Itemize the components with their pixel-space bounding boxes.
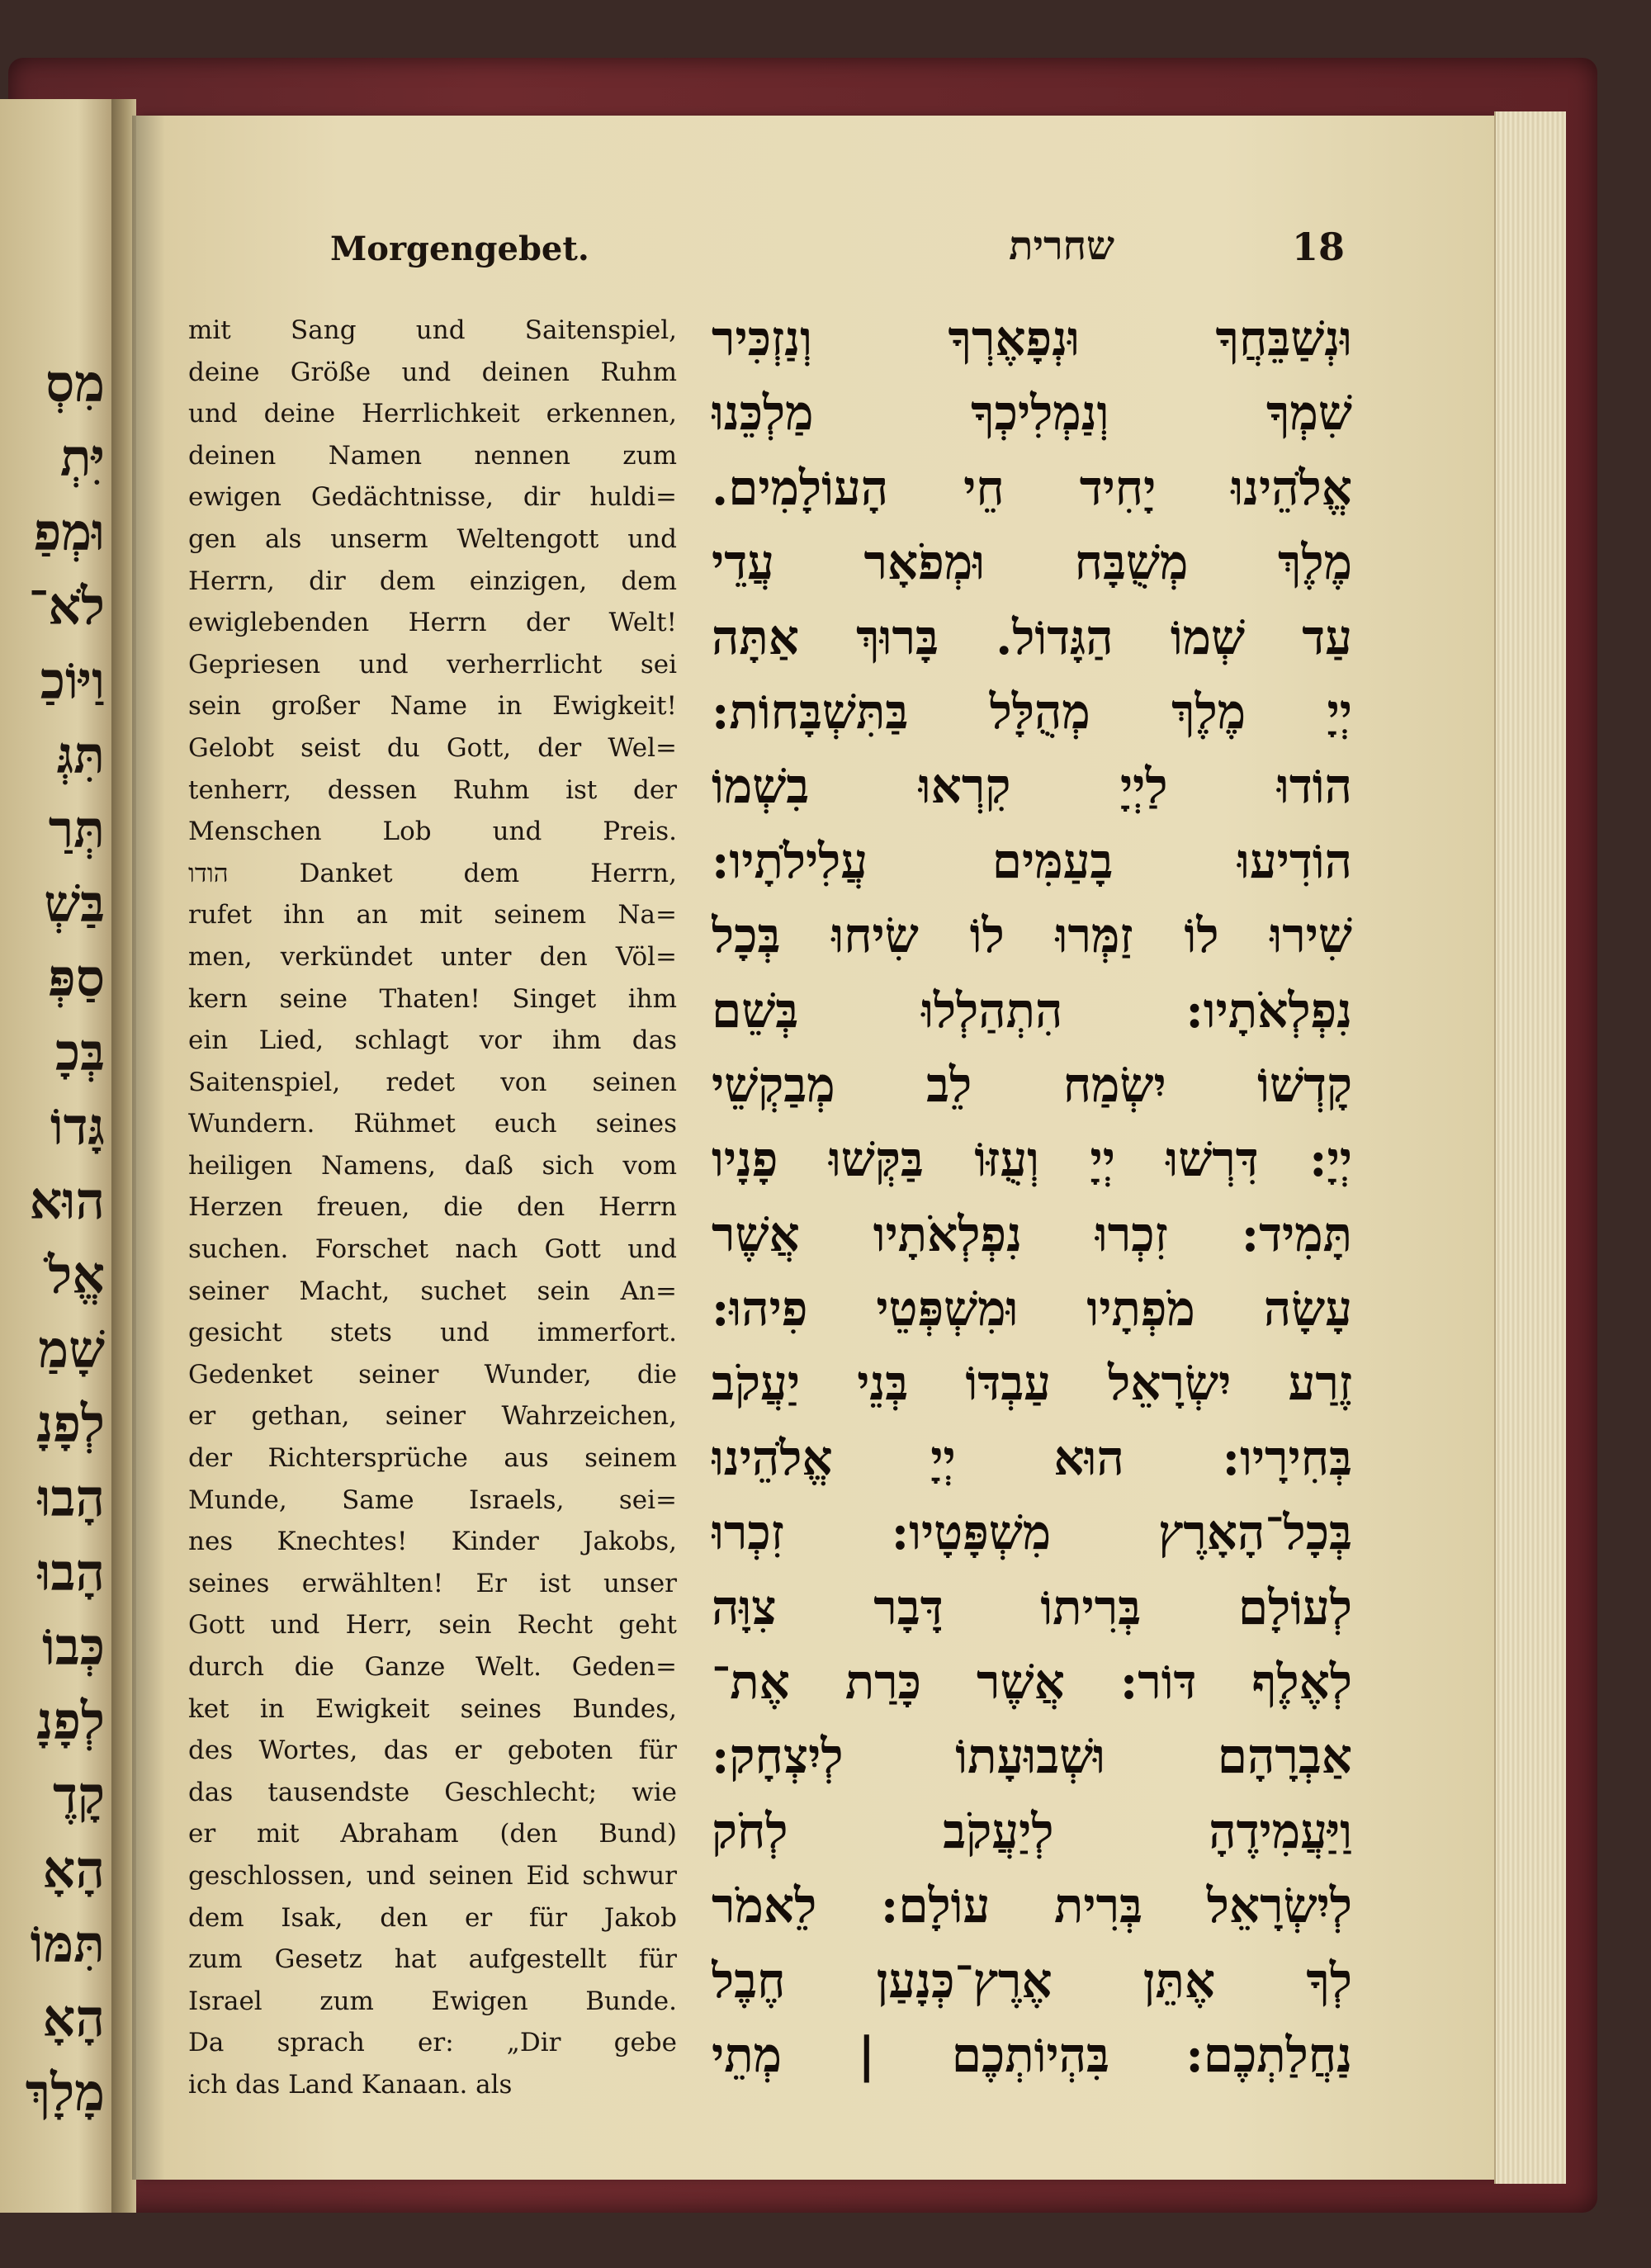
german-text-line: Herrn, dir dem einzigen, dem — [188, 566, 677, 596]
hebrew-text-line: עָשָׂה מֹפְתָיו וּמִשְׁפְּטֵי פִיהוּ: — [712, 1281, 1352, 1338]
left-page-fragment: הָבוּ — [37, 1468, 105, 1528]
german-text-line: das tausendste Geschlecht; wie — [188, 1777, 677, 1807]
hebrew-text-line: נַחֲלַתְכֶם: בִּהְיוֹתְכֶם | מְתֵי — [712, 2026, 1352, 2083]
german-text-line: Gott und Herr, sein Recht geht — [188, 1610, 677, 1641]
german-text-line: des Wortes, das er geboten für — [188, 1735, 677, 1766]
left-page-fragment: סַפְּ — [48, 948, 105, 1008]
german-text-line: er gethan, seiner Wahrzeichen, — [188, 1401, 677, 1432]
german-text-line: ewigen Gedächtnisse, dir huldi= — [188, 482, 677, 513]
hebrew-text-line: בְּכָל־הָאָרֶץ מִשְׁפָּטָיו: זִכְרוּ — [712, 1504, 1352, 1561]
hebrew-text-line: זֶרַע יִשְׂרָאֵל עַבְדּוֹ בְּנֵי יַעֲקֹב — [712, 1355, 1352, 1412]
hebrew-text-line: יְיָ: דִּרְשׁוּ יְיָ וְעֻזּוֹ בַּקְּשׁוּ פָנָיו — [712, 1131, 1352, 1188]
hebrew-text-line: שִׁמְךָ וְנַמְלִיכְךָ מַלְכֵּנוּ — [712, 385, 1352, 442]
left-page-fragment: לְפָנָ — [36, 1691, 105, 1751]
page-number: 18 — [1292, 225, 1346, 269]
hebrew-text-line: תָּמִיד: זִכְרוּ נִפְלְאֹתָיו אֲשֶׁר — [712, 1205, 1352, 1262]
left-page-fragment: גָּדוֹ — [50, 1096, 105, 1157]
left-page-fragment: תְּרַ — [48, 799, 105, 859]
left-page-fragment: כְּבוֹ — [41, 1617, 105, 1677]
left-page-fragment: הָאָ — [42, 1988, 105, 2048]
hebrew-text-line: וַיַּעֲמִידֶהָ לְיַעֲקֹב לְחֹק — [712, 1802, 1352, 1859]
hebrew-text-line: עַד שְׁמוֹ הַגָּדוֹל. בָּרוּךְ אַתָּה — [712, 608, 1352, 665]
spine-shadow — [132, 116, 165, 2180]
german-text-line: geschlossen, und seinen Eid schwur — [188, 1860, 677, 1891]
left-page-fragment: תִּגְּ — [56, 725, 105, 785]
left-page-fragment: לֹא־ — [28, 576, 105, 637]
german-text-line: gesicht stets und immerfort. — [188, 1318, 677, 1348]
hebrew-text-line: אֱלֹהֵינוּ יָחִיד חֵי הָעוֹלָמִים. — [712, 459, 1352, 516]
german-text-line: Gelobt seist du Gott, der Wel= — [188, 732, 677, 763]
left-page-fragment: תִּמּוֹ — [30, 1914, 105, 1974]
left-page-fragment: מִסְ — [45, 353, 105, 414]
left-page-fragment: אֱלֹ — [48, 1245, 105, 1305]
german-text-line: Menschen Lob und Preis. — [188, 817, 677, 847]
german-text-line: men, verkündet unter den Völ= — [188, 941, 677, 972]
hebrew-text-line: הוֹדוּ לַיְיָ קִרְאוּ בִשְׁמוֹ — [712, 758, 1352, 815]
hebrew-text-line: לְיִשְׂרָאֵל בְּרִית עוֹלָם: לֵאמֹר — [712, 1877, 1352, 1934]
german-text-line: rufet ihn an mit seinem Na= — [188, 900, 677, 930]
hebrew-prayer-column — [712, 301, 1352, 2092]
german-text-line: sein großer Name in Ewigkeit! — [188, 691, 677, 722]
german-text-line: deinen Namen nennen zum — [188, 440, 677, 471]
german-text-line: zum Gesetz hat aufgestellt für — [188, 1944, 677, 1975]
left-page-edge — [0, 99, 111, 2213]
left-page-fragment: מָלָךְ — [25, 2062, 105, 2123]
german-text-line: dem Isak, den er für Jakob — [188, 1902, 677, 1933]
left-page-fragment: לְפָנָ — [36, 1394, 105, 1454]
german-text-line: Herzen freuen, die den Herrn — [188, 1192, 677, 1223]
german-text-line: der Richtersprüche aus seinem — [188, 1443, 677, 1474]
running-header-hebrew: שחרית — [1009, 223, 1114, 269]
german-text-line: הודו Danket dem Herrn, — [188, 858, 677, 888]
left-page-text — [0, 347, 111, 2130]
german-text-line: kern seine Thaten! Singet ihm — [188, 983, 677, 1014]
left-page-fragment: יִּתְ — [59, 428, 105, 488]
german-text-line: ich das Land Kanaan. als — [188, 2069, 513, 2100]
left-page-fragment: בַּשְׁ — [44, 874, 105, 934]
german-text-line: deine Größe und deinen Ruhm — [188, 357, 677, 387]
german-text-line: ewiglebenden Herrn der Welt! — [188, 608, 677, 638]
left-page-fragment: הָאָ — [42, 1839, 105, 1900]
german-text-line: seines erwählten! Er ist unser — [188, 1568, 677, 1598]
german-text-line: und deine Herrlichkeit erkennen, — [188, 399, 677, 429]
left-page-fragment: הוּא — [29, 1171, 105, 1231]
hebrew-text-line: הוֹדִיעוּ בָעַמִּים עֲלִילֹתָיו: — [712, 832, 1352, 889]
hebrew-text-line: אַבְרָהָם וּשְׁבוּעָתוֹ לְיִצְחָק: — [712, 1728, 1352, 1785]
hebrew-text-line: לְךָ אֶתֵּן אֶרֶץ־כְּנָעַן חֶבֶל — [712, 1952, 1352, 2009]
german-text-line: ein Lied, schlagt vor ihm das — [188, 1025, 677, 1056]
german-text-line: seiner Macht, suchet sein An= — [188, 1276, 677, 1306]
hebrew-text-line: קָדְשׁוֹ יִשְׂמַח לֵב מְבַקְשֵׁי — [712, 1056, 1352, 1113]
german-text-line: durch die Ganze Welt. Geden= — [188, 1652, 677, 1682]
german-text-line: Gedenket seiner Wunder, die — [188, 1359, 677, 1390]
german-text-line: mit Sang und Saitenspiel, — [188, 315, 677, 345]
german-text-line: er mit Abraham (den Bund) — [188, 1819, 677, 1849]
german-text-line: Wundern. Rühmet euch seines — [188, 1109, 677, 1139]
hebrew-text-line: וּנְשַׁבֵּחֲךָ וּנְפָאֶרְךָ וְנַזְכִּיר — [712, 310, 1352, 367]
german-text-line: nes Knechtes! Kinder Jakobs, — [188, 1527, 677, 1557]
german-text-line: gen als unserm Weltengott und — [188, 523, 677, 554]
hebrew-text-line: בְּחִירָיו: הוּא יְיָ אֱלֹהֵינוּ — [712, 1429, 1352, 1486]
hebrew-text-line: לְעוֹלָם בְּרִיתוֹ דָּבָר צִוָּה — [712, 1579, 1352, 1636]
german-text-line: suchen. Forschet nach Gott und — [188, 1234, 677, 1265]
german-text-line: Israel zum Ewigen Bunde. — [188, 1986, 677, 2016]
hebrew-text-line: לְאֶלֶף דּוֹר: אֲשֶׁר כָּרַת אֶת־ — [712, 1654, 1352, 1711]
hebrew-text-line: שִׁירוּ לוֹ זַמְּרוּ לוֹ שִׂיחוּ בְּכָל — [712, 907, 1352, 964]
german-text-line: tenherr, dessen Ruhm ist der — [188, 774, 677, 805]
german-text-line: Saitenspiel, redet von seinen — [188, 1067, 677, 1097]
left-page-fragment: הָבוּ — [37, 1542, 105, 1603]
german-text-line: ket in Ewigkeit seines Bundes, — [188, 1693, 677, 1724]
running-header-german: Morgengebet. — [330, 230, 589, 268]
page-edges — [1494, 111, 1566, 2184]
left-page-fragment: וּמְפַ — [33, 502, 105, 562]
german-translation-column — [188, 310, 677, 2106]
german-text-line: heiligen Namens, daß sich vom — [188, 1150, 677, 1181]
hebrew-text-line: נִפְלְאֹתָיו: הִתְהַלְלוּ בְּשֵׁם — [712, 982, 1352, 1039]
hebrew-text-line: יְיָ מֶלֶךְ מְהֻלָּל בַּתִּשְׁבָּחוֹת: — [712, 683, 1352, 740]
left-page-fragment: בְּכָ — [54, 1022, 105, 1082]
left-page-fragment: שָׁמַ — [38, 1319, 105, 1380]
hebrew-text-line: מֶלֶךְ מְשֻׁבָּח וּמְפֹאָר עֲדֵי — [712, 534, 1352, 591]
german-text-line: Gepriesen und verherrlicht sei — [188, 649, 677, 679]
german-text-line: Munde, Same Israels, sei= — [188, 1484, 677, 1515]
left-page-fragment: וַיּוֹכַ — [40, 651, 105, 711]
german-text-line: Da sprach er: „Dir gebe — [188, 2028, 677, 2058]
left-page-fragment: קָדֶ — [53, 1765, 105, 1825]
